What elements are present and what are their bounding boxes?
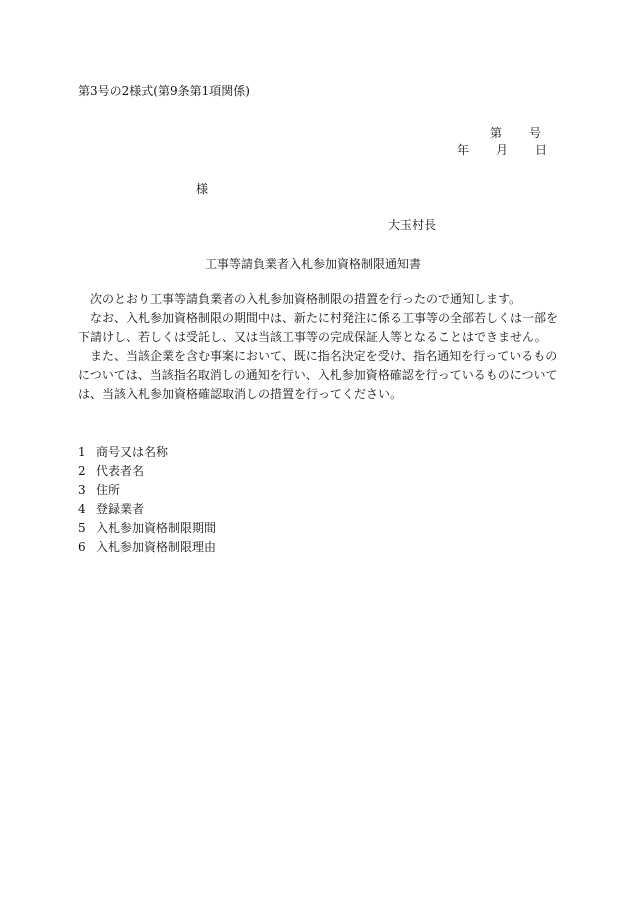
body-paragraph-2: なお、入札参加資格制限の期間中は、新たに村発注に係る工事等の全部若しくは一部を下請けし、若しくは受託し、又は当該工事等の完成保証人等となることはできません。 (78, 311, 559, 344)
date-line (457, 141, 547, 158)
addressee-honorific: 様 (196, 182, 209, 196)
item-number: 1 (78, 445, 86, 459)
item-label: 入札参加資格制限期間 (96, 521, 217, 535)
item-label: 代表者名 (96, 464, 145, 478)
number-prefix: 第 (490, 126, 503, 140)
item-number: 4 (78, 502, 86, 516)
list-item (78, 462, 216, 481)
date-month: 月 (496, 143, 509, 157)
list-item (78, 500, 216, 519)
list-item (78, 538, 216, 557)
issuer-name: 大玉村長 (388, 218, 437, 232)
form-label: 第3号の2様式(第9条第1項関係) (78, 84, 250, 98)
date-year: 年 (457, 143, 470, 157)
number-suffix: 号 (529, 126, 542, 140)
list-item (78, 443, 216, 462)
item-label: 住所 (96, 483, 121, 497)
body-paragraph-3: また、当該企業を含む事案において、既に指名決定を受け、指名通知を行っているものについては、当該指名取消しの通知を行い、入札参加資格確認を行っているものについては、当該入札参加資格確認取消しの措置を行ってください。 (78, 349, 558, 401)
body-paragraph-1: 次のとおり工事等請負業者の入札参加資格制限の措置を行ったので通知します。 (90, 292, 522, 306)
body-text (78, 290, 558, 404)
document-number-line (490, 124, 541, 141)
list-item (78, 481, 216, 500)
list-item (78, 519, 216, 538)
item-number: 5 (78, 521, 86, 535)
item-label: 商号又は名称 (96, 445, 169, 459)
item-label: 登録業者 (96, 502, 145, 516)
item-label: 入札参加資格制限理由 (96, 540, 217, 554)
item-number: 2 (78, 464, 86, 478)
item-number: 6 (78, 540, 86, 554)
item-number: 3 (78, 483, 86, 497)
date-day: 日 (535, 143, 548, 157)
item-list (78, 443, 216, 557)
document-title: 工事等請負業者入札参加資格制限通知書 (205, 257, 422, 271)
